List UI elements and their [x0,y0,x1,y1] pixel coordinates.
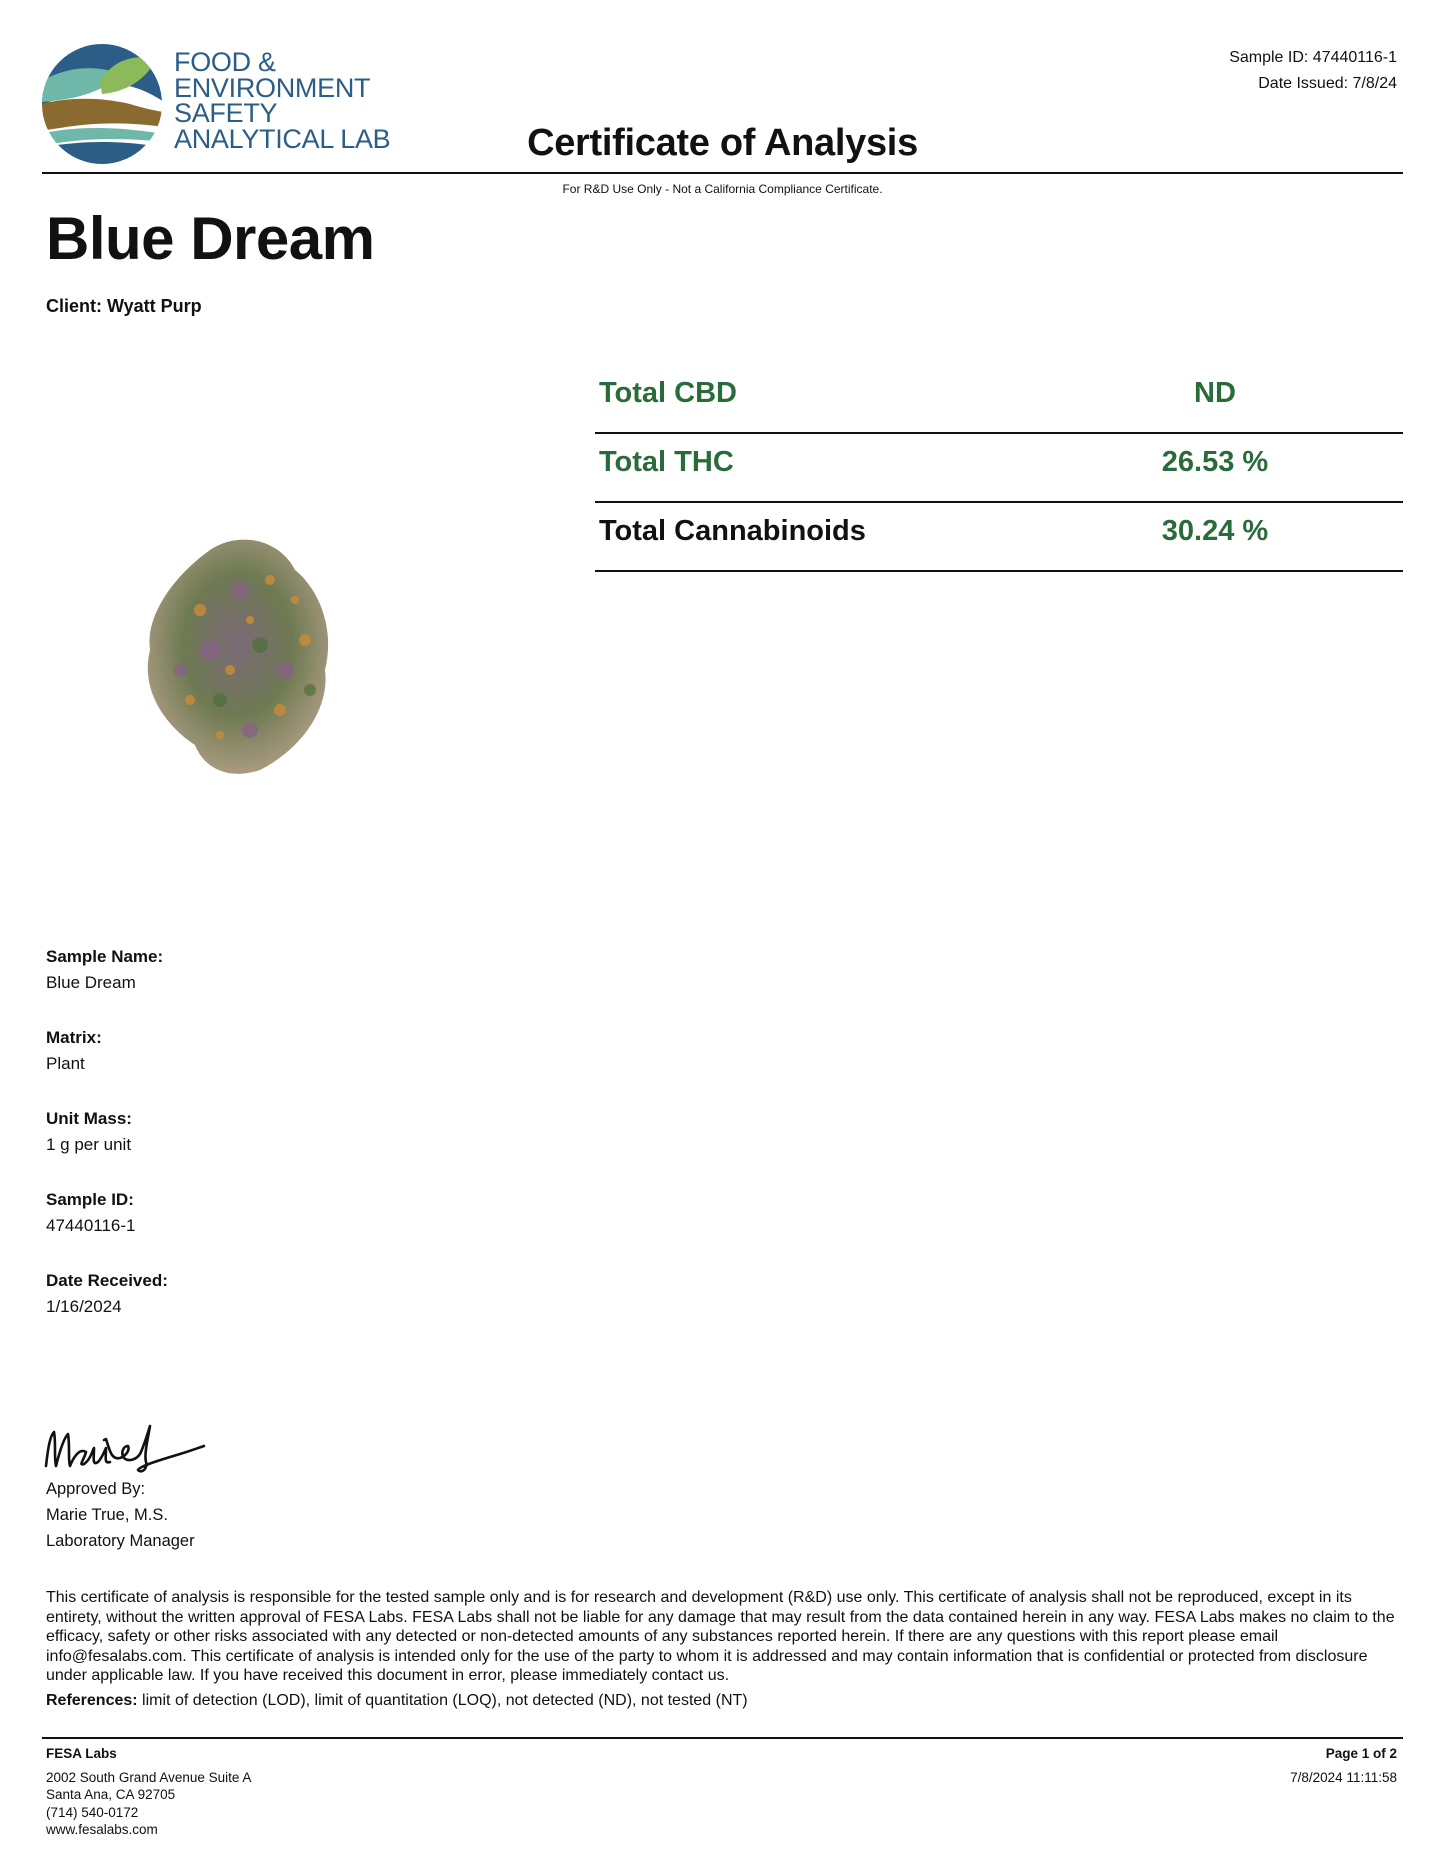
detail-sample-id [46,1187,168,1268]
footer-divider [42,1737,1403,1739]
footer-company: FESA Labs [46,1746,117,1761]
signature [40,1418,220,1478]
detail-label: Unit Mass: [46,1109,132,1128]
detail-value: 47440116-1 [46,1216,136,1235]
summary-value: ND [1194,377,1236,409]
references-label: References: [46,1692,138,1709]
footer-address-line1: 2002 South Grand Avenue Suite A [46,1769,252,1785]
lab-logo-text: FOOD & ENVIRONMENT SAFETY ANALYTICAL LAB [174,47,391,154]
detail-sample-name [46,944,168,1025]
cannabis-bud-image [120,520,420,810]
detail-value: 1 g per unit [46,1135,132,1154]
compliance-note: For R&D Use Only - Not a California Compliance Certificate. [562,182,883,196]
detail-date-received [46,1268,168,1349]
detail-label: Matrix: [46,1028,102,1047]
summary-row-total-cannabinoids [595,503,1403,572]
summary-value: 26.53 % [1161,446,1269,478]
detail-value: Blue Dream [46,973,136,992]
handwritten-signature [40,1418,220,1478]
page-number: Page 1 of 2 [1325,1746,1397,1761]
summary-row-total-cbd [595,365,1403,434]
detail-label: Sample Name: [46,947,164,966]
detail-label: Sample ID: [46,1190,134,1209]
summary-value: 30.24 % [1161,515,1269,547]
sample-details [46,944,168,1349]
report-meta [1229,45,1397,97]
disclaimer-text: This certificate of analysis is responsible for the tested sample only and is for research and development (R&D) use only. This certificate of analysis shall not be reproduced, except in its entirety, without the written approval of FESA Labs. FESA Labs shall not be liable for any damage that may result from the data contained herein in any way. FESA Labs makes no claim to the efficacy, safety or other risks associated with any detected or non-detected amounts of any substances reported herein. If there are any questions with this report please email info@fesalabs.com. This certificate of analysis is intended only for the use of the party to whom it is addressed and may contain information that is confidential or protected from disclosure under applicable law. If you have received this document in error, please immediately contact us. [46,1589,1395,1684]
references-text: limit of detection (LOD), limit of quantitation (LOQ), not detected (ND), not tested (NT) [137,1692,748,1709]
footer-website[interactable]: www.fesalabs.com [46,1822,158,1837]
footer-timestamp: 7/8/2024 11:11:58 [1290,1769,1397,1785]
approved-by-label: Approved By: [46,1480,146,1498]
cannabinoid-summary [595,365,1403,572]
footer-phone: (714) 540-0172 [46,1804,139,1820]
footer-address [46,1745,251,1839]
approver-role: Laboratory Manager [46,1532,195,1550]
summary-label: Total Cannabinoids [599,515,866,547]
approval-block [46,1476,195,1554]
summary-row-total-thc [595,434,1403,503]
references [46,1692,748,1710]
summary-label: Total CBD [599,377,738,409]
product-name: Blue Dream [46,205,375,272]
header-date-issued: Date Issued: 7/8/24 [1258,75,1397,92]
detail-matrix [46,1025,168,1106]
summary-label: Total THC [599,446,734,478]
detail-unit-mass [46,1106,168,1187]
client-name: Client: Wyatt Purp [46,296,202,316]
footer-page-info [1290,1745,1397,1786]
page-title: Certificate of Analysis [527,122,918,164]
approver-name: Marie True, M.S. [46,1506,168,1524]
sample-photo [120,520,420,810]
header-divider [42,172,1403,174]
detail-value: Plant [46,1054,85,1073]
detail-value: 1/16/2024 [46,1297,122,1316]
footer-address-line2: Santa Ana, CA 92705 [46,1787,176,1802]
header-sample-id: Sample ID: 47440116-1 [1229,49,1397,66]
detail-label: Date Received: [46,1271,168,1290]
